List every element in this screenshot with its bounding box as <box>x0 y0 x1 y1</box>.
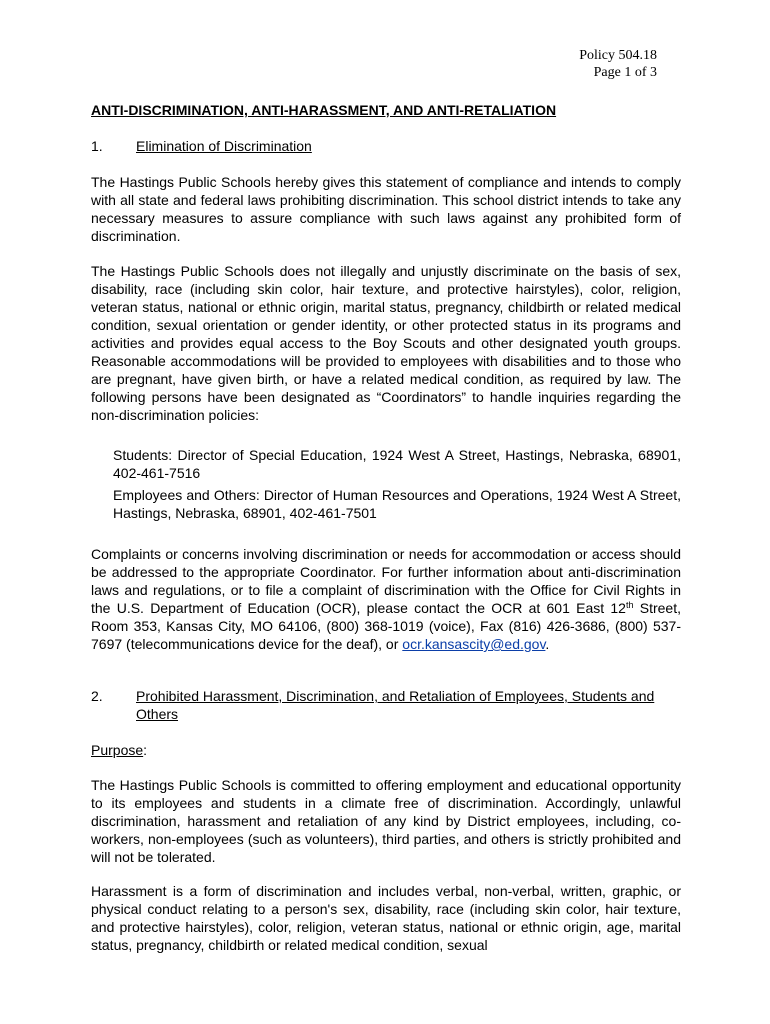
section-1-paragraph-1: The Hastings Public Schools hereby gives this statement of compliance and intends to comply with all state and federal laws prohibiting discrimination. This school district intends to take any necessary measures to assure compliance with such laws against any prohibited form of discrimination. <box>91 174 681 244</box>
purpose-colon: : <box>143 742 148 758</box>
section-1-title: Elimination of Discrimination <box>136 138 312 154</box>
ocr-contact-text: Street, Room 353, Kansas City, MO 64106, (800) 368-1019 (voice), Fax (816) 426-3686, (800) 537-7697 (telecommunications device for the deaf), or <box>91 600 681 652</box>
section-2-paragraph-1: The Hastings Public Schools is committed to offering employment and educational opportunity to its employees and students in a climate free of discrimination. Accordingly, unlawful discrimination, harassment and retaliation of any kind by District employees, including, co-workers, non-employees (such as volunteers), third parties, and others is strictly prohibited and will not be tolerated. <box>91 777 681 865</box>
paragraph-end: . <box>545 636 550 652</box>
employees-coordinator: Employees and Others: Director of Human Resources and Operations, 1924 West A Street, Hastings, Nebraska, 68901, 402-461-7501 <box>113 487 681 521</box>
ordinal-suffix: th <box>625 600 634 610</box>
section-1-paragraph-2: The Hastings Public Schools does not illegally and unjustly discriminate on the basis of sex, disability, race (including skin color, hair texture, and protective hairstyles), color, religion, veteran status, national or ethnic origin, marital status, pregnancy, childbirth or related medical condition, sexual orientation or gender identity, or other protected status in its programs and activities and provides equal access to the Boy Scouts and other designated youth groups. Reasonable accommodations will be provided to employees with disabilities and to those who are pregnant, have given birth, or have a related medical condition, as required by law. The following persons have been designated as “Coordinators” to handle inquiries regarding the non-discrimination policies: <box>91 263 681 423</box>
page-number: Page 1 of 3 <box>593 65 657 80</box>
section-1-number: 1. <box>91 138 103 154</box>
students-coordinator: Students: Director of Special Education, 1924 West A Street, Hastings, Nebraska, 68901, 402-461-7516 <box>113 447 681 481</box>
section-2-title: Prohibited Harassment, Discrimination, and Retaliation of Employees, Students and Others <box>136 688 655 722</box>
purpose-heading <box>91 741 681 759</box>
policy-number: Policy 504.18 <box>579 48 657 63</box>
complaints-text: Complaints or concerns involving discrimination or needs for accommodation or access should be addressed to the appropriate Coordinator. For further information about anti-discrimination laws and regulations, or to file a complaint of discrimination with the Office for Civil Rights in the U.S. Department of Education (OCR), please contact the OCR at 601 East 12 <box>91 546 681 616</box>
section-2-paragraph-2: Harassment is a form of discrimination and includes verbal, non-verbal, written, graphic, or physical conduct relating to a person's sex, disability, race (including skin color, hair texture, and protective hairstyles), color, religion, veteran status, national or ethnic origin, age, marital status, pregnancy, childbirth or related medical condition, sexual <box>91 883 681 953</box>
ocr-email-link[interactable]: ocr.kansascity@ed.gov <box>402 636 546 652</box>
purpose-label: Purpose <box>91 742 144 758</box>
document-title: ANTI-DISCRIMINATION, ANTI-HARASSMENT, AND ANTI-RETALIATION <box>91 102 557 118</box>
section-1-paragraph-3 <box>91 545 681 653</box>
section-2-number: 2. <box>91 688 103 704</box>
page-header <box>579 47 657 81</box>
